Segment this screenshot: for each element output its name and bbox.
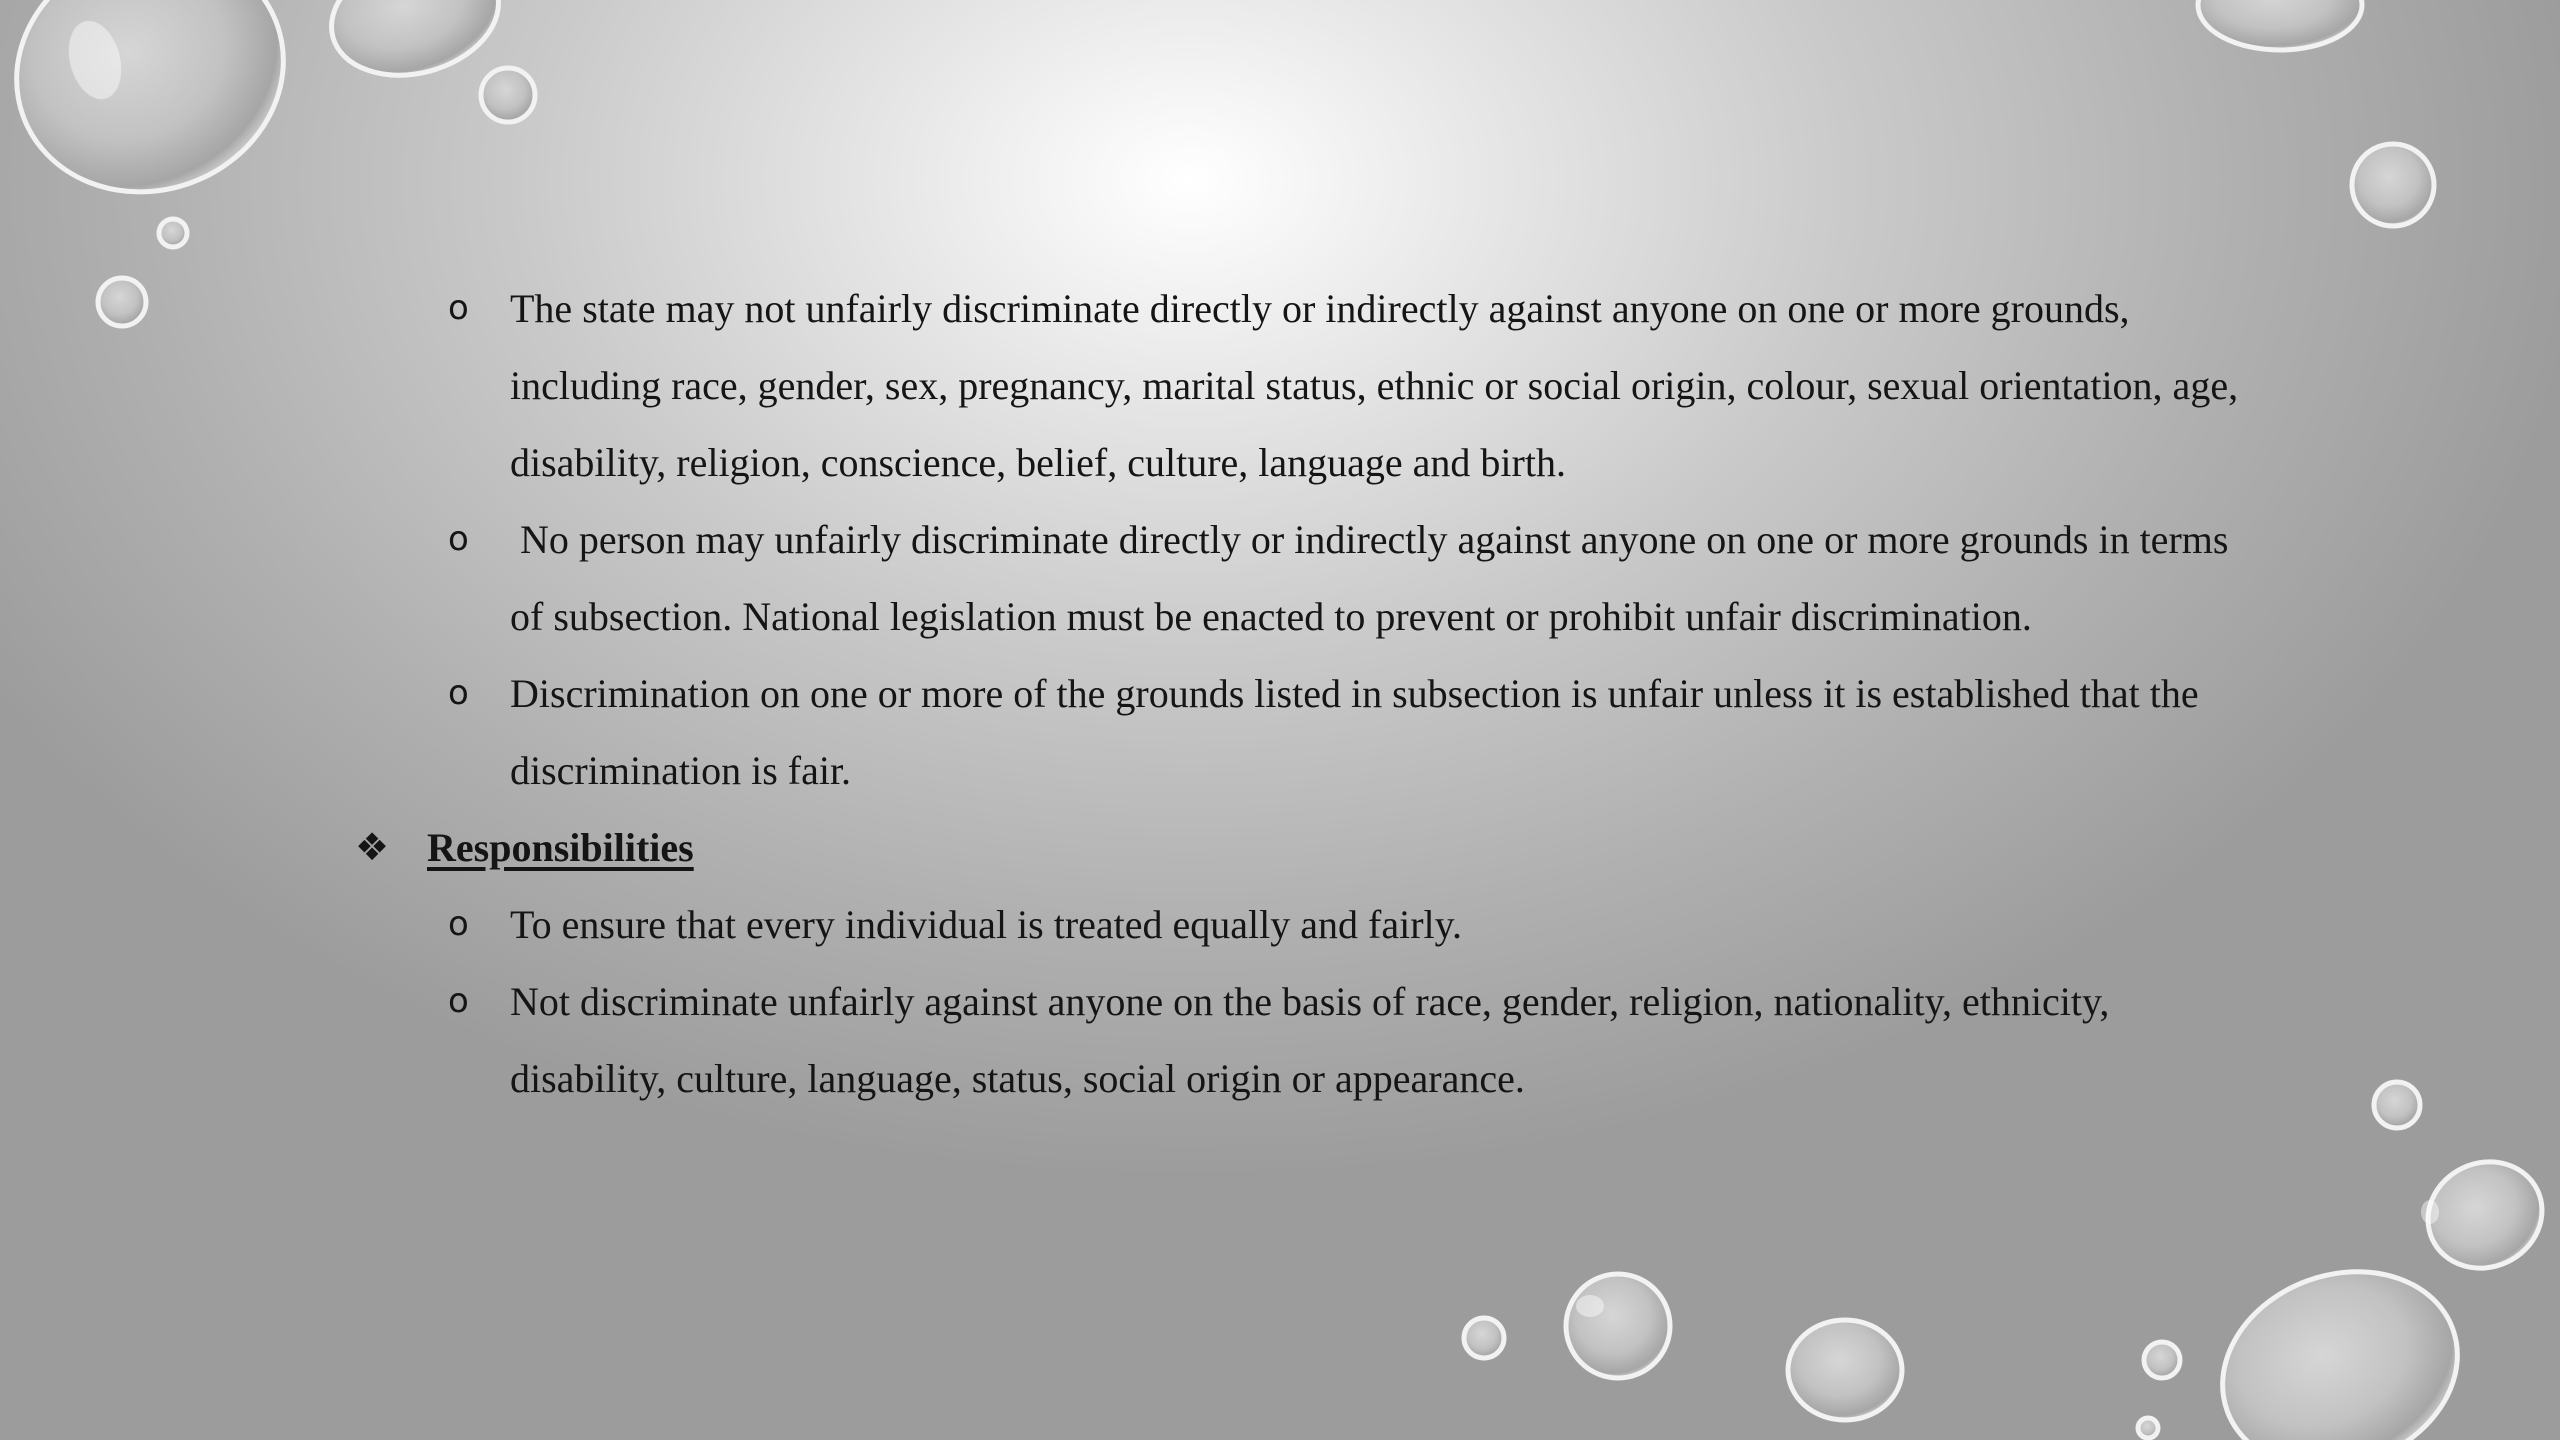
bullet-text: To ensure that every individual is treated equally and fairly. [510, 902, 1463, 947]
bullet-text: Not discriminate unfairly against anyone on the basis of race, gender, religion, nationality, ethnicity, disability, culture, language, status, social origin or appearance. [510, 979, 2110, 1101]
sub-bullet-item [340, 963, 2240, 1117]
sub-bullet-item [340, 270, 2240, 501]
water-drop-bottom-4 [2144, 1342, 2180, 1378]
water-drop-right-2 [2374, 1082, 2420, 1128]
water-drop-top-right [2198, 0, 2362, 50]
water-drop-large-top-left [0, 0, 318, 229]
hollow-circle-bullet-icon: o [448, 981, 469, 1021]
water-drop-bottom-5 [2138, 1418, 2158, 1438]
water-drop-right-1 [2352, 144, 2434, 226]
hollow-circle-bullet-icon: o [448, 519, 469, 559]
water-drop-small-2 [159, 219, 187, 247]
water-drop-top-left-2 [318, 0, 512, 93]
water-drop-bottom-1 [1464, 1318, 1504, 1358]
water-drop-bottom-3 [1788, 1320, 1902, 1420]
sub-bullet-item [340, 655, 2240, 809]
slide-content [340, 270, 2240, 1117]
hollow-circle-bullet-icon: o [448, 904, 469, 944]
main-bullet-item [340, 809, 2240, 886]
water-drop-bottom-2 [1566, 1274, 1670, 1378]
hollow-circle-bullet-icon: o [448, 673, 469, 713]
water-drop-small-1 [481, 68, 535, 122]
hollow-circle-bullet-icon: o [448, 288, 469, 328]
diamond-bullet-icon: ❖ [355, 825, 390, 869]
water-drop-large-bottom-right [2195, 1240, 2486, 1440]
bullet-text: No person may unfairly discriminate directly or indirectly against anyone on one or more grounds in terms of subsection. National legislation must be enacted to prevent or prohibit unfair discrimination. [510, 517, 2239, 639]
sub-bullet-item [340, 886, 2240, 963]
sub-bullet-item [340, 501, 2240, 655]
bullet-text: Discrimination on one or more of the grounds listed in subsection is unfair unless it is established that the discrimination is fair. [510, 671, 2199, 793]
bullet-text: The state may not unfairly discriminate directly or indirectly against anyone on one or more grounds, including race, gender, sex, pregnancy, marital status, ethnic or social origin, colour, sexual orientation, age, disability, religion, conscience, belief, culture, language and birth. [510, 286, 2239, 485]
water-drop-small-3 [98, 278, 146, 326]
section-heading: Responsibilities [427, 825, 694, 870]
